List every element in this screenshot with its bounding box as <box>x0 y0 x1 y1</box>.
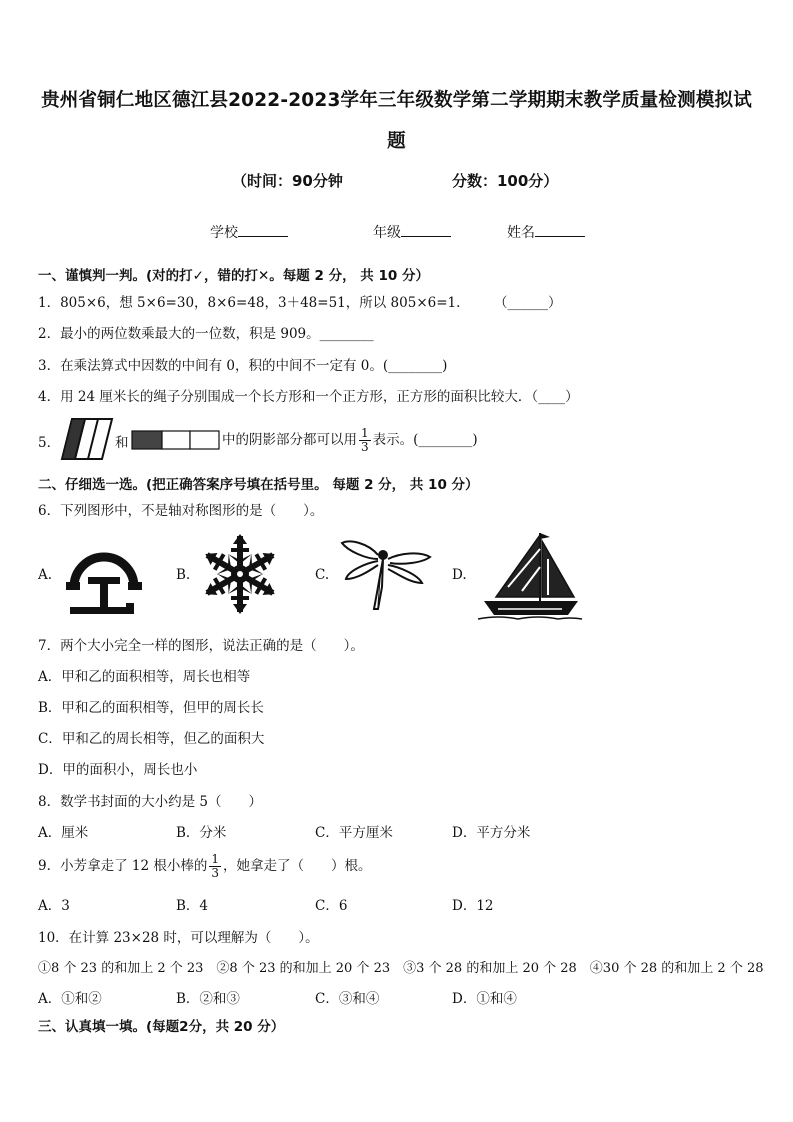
school-field <box>210 222 288 242</box>
question-6: 6．下列图形中，不是轴对称图形的是（ ）。 <box>38 503 324 519</box>
q10-option-b[interactable]: B．②和③ <box>176 991 240 1007</box>
exam-time: （时间：90分钟 <box>232 172 343 190</box>
section3-heading: 三、认真填一填。(每题2分，共 20 分） <box>38 1019 285 1035</box>
question-7: 7．两个大小完全一样的图形，说法正确的是（ ）。 <box>38 638 364 654</box>
school-label: 学校 <box>210 225 238 241</box>
q7-option-a[interactable]: A．甲和乙的面积相等，周长也相等 <box>38 669 251 685</box>
fraction-one-third <box>209 853 221 880</box>
name-field <box>507 222 585 242</box>
arch-symbol-icon <box>66 537 142 617</box>
dragonfly-icon <box>338 537 434 613</box>
section1-heading: 一、谨慎判一判。(对的打✓，错的打✕。每题 2 分， 共 10 分） <box>38 268 429 284</box>
q9-option-b[interactable]: B．4 <box>176 898 209 914</box>
fraction-one-third <box>359 427 371 454</box>
q8-option-a[interactable]: A．厘米 <box>38 825 89 841</box>
q6-option-b-label[interactable]: B. <box>176 567 191 583</box>
q9-option-c[interactable]: C．6 <box>315 898 348 914</box>
question-5-number: 5． <box>38 435 61 451</box>
q7-option-c[interactable]: C．甲和乙的周长相等，但乙的面积大 <box>38 731 265 747</box>
name-blank[interactable] <box>535 222 585 237</box>
question-2: 2．最小的两位数乘最大的一位数，积是 909。________ <box>38 326 374 342</box>
q8-option-d[interactable]: D．平方分米 <box>452 825 531 841</box>
name-label: 姓名 <box>507 225 535 241</box>
parallelogram-thirds-figure <box>60 418 114 460</box>
question-1-answer[interactable]: （______） <box>494 295 562 311</box>
question-9-text-b: ，她拿走了（ ）根。 <box>223 858 372 874</box>
q9-option-a[interactable]: A．3 <box>38 898 70 914</box>
sailboat-icon <box>478 529 582 621</box>
q8-option-b[interactable]: B．分米 <box>176 825 227 841</box>
question-1: 1．805×6，想 5×6=30，8×6=48，3＋48=51，所以 805×6=1. <box>38 295 461 311</box>
exam-score: 分数：100分） <box>452 172 559 190</box>
q6-option-d-label[interactable]: D. <box>452 567 467 583</box>
question-8: 8．数学书封面的大小约是 5（ ） <box>38 794 262 810</box>
q6-option-a-label[interactable]: A. <box>38 567 53 583</box>
fraction-numerator: 1 <box>211 852 219 866</box>
grade-blank[interactable] <box>401 222 451 237</box>
q8-option-c[interactable]: C．平方厘米 <box>315 825 393 841</box>
school-blank[interactable] <box>238 222 288 237</box>
section2-heading: 二、仔细选一选。(把正确答案序号填在括号里。 每题 2 分， 共 10 分） <box>38 477 479 493</box>
question-9-text-a: 9．小芳拿走了 12 根小棒的 <box>38 858 208 874</box>
question-5-text-b: 表示。(________) <box>372 432 478 448</box>
snowflake-icon <box>200 534 280 614</box>
fraction-denominator: 3 <box>361 440 369 454</box>
question-10-items: ①8 个 23 的和加上 2 个 23 ②8 个 23 的和加上 20 个 23 ③3 个 28 的和加上 20 个 28 ④30 个 28 的和加上 2 个 28 <box>38 961 764 976</box>
fraction-denominator: 3 <box>211 866 219 880</box>
question-5-and: 和 <box>115 435 129 451</box>
page-title: 贵州省铜仁地区德江县2022-2023学年三年级数学第二学期期末教学质量检测模拟试 <box>41 90 752 111</box>
grade-field <box>373 222 451 242</box>
page-title-continued: 题 <box>387 131 406 152</box>
grade-label: 年级 <box>373 225 401 241</box>
q10-option-c[interactable]: C．③和④ <box>315 991 380 1007</box>
question-5-text <box>222 427 478 454</box>
fraction-numerator: 1 <box>361 426 369 440</box>
q6-option-c-label[interactable]: C. <box>315 567 330 583</box>
rectangle-thirds-figure <box>131 430 221 450</box>
q10-option-a[interactable]: A．①和② <box>38 991 102 1007</box>
question-3: 3．在乘法算式中因数的中间有 0，积的中间不一定有 0。(________) <box>38 358 448 374</box>
question-9 <box>38 853 372 880</box>
question-5-text-a: 中的阴影部分都可以用 <box>222 432 357 448</box>
question-4: 4．用 24 厘米长的绳子分别围成一个长方形和一个正方形，正方形的面积比较大．（____） <box>38 389 579 405</box>
q7-option-b[interactable]: B．甲和乙的面积相等，但甲的周长长 <box>38 700 264 716</box>
q9-option-d[interactable]: D．12 <box>452 898 494 914</box>
q10-option-d[interactable]: D．①和④ <box>452 991 517 1007</box>
question-10: 10．在计算 23×28 时，可以理解为（ ）。 <box>38 930 319 946</box>
q7-option-d[interactable]: D．甲的面积小，周长也小 <box>38 762 198 778</box>
